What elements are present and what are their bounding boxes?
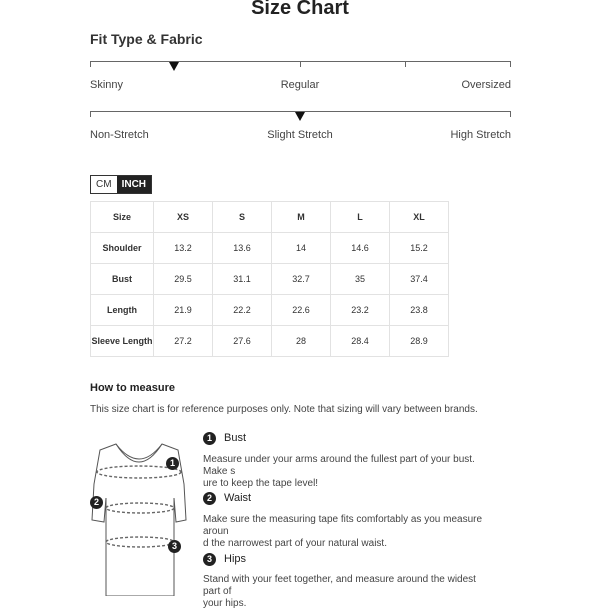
table-cell: 29.5 xyxy=(154,264,213,295)
step-text-line: d the narrowest part of your natural waist. xyxy=(203,538,387,549)
step-title-hips: Hips xyxy=(224,553,247,565)
table-cell: 35 xyxy=(331,264,390,295)
stretch-scale-tick xyxy=(90,111,91,117)
table-header-cell: S xyxy=(213,202,272,233)
hips-marker-badge: 3 xyxy=(168,540,181,553)
step-title-waist: Waist xyxy=(224,492,252,504)
table-row-label: Sleeve Length xyxy=(91,326,154,357)
table-row-label: Length xyxy=(91,295,154,326)
table-header-cell: Size xyxy=(91,202,154,233)
step-text-line: your hips. xyxy=(203,598,247,609)
step-text-line: Make sure the measuring tape fits comfortably as you measure aroun xyxy=(203,514,483,537)
stretch-label-high: High Stretch xyxy=(450,129,511,141)
table-header-cell: XS xyxy=(154,202,213,233)
fit-scale-tick xyxy=(90,61,91,67)
table-cell: 14 xyxy=(272,233,331,264)
table-cell: 13.6 xyxy=(213,233,272,264)
stretch-scale-tick xyxy=(510,111,511,117)
unit-inch-button[interactable]: INCH xyxy=(117,176,151,193)
table-cell: 22.6 xyxy=(272,295,331,326)
fit-marker-icon xyxy=(169,62,179,71)
table-cell: 27.2 xyxy=(154,326,213,357)
stretch-label-slight: Slight Stretch xyxy=(267,129,333,141)
table-cell: 22.2 xyxy=(213,295,272,326)
fit-scale-tick xyxy=(510,61,511,67)
table-cell: 14.6 xyxy=(331,233,390,264)
how-to-measure-heading: How to measure xyxy=(90,382,175,394)
waist-marker-badge: 2 xyxy=(90,496,103,509)
how-to-measure-note: This size chart is for reference purposes only. Note that sizing will vary between brands. xyxy=(90,404,478,415)
fit-label-oversized: Oversized xyxy=(461,79,511,91)
table-row xyxy=(91,233,449,264)
table-cell: 13.2 xyxy=(154,233,213,264)
stretch-label-non: Non-Stretch xyxy=(90,129,149,141)
table-cell: 31.1 xyxy=(213,264,272,295)
table-header-cell: XL xyxy=(390,202,449,233)
table-row-label: Bust xyxy=(91,264,154,295)
step-number-badge: 2 xyxy=(203,492,216,505)
fit-scale-tick xyxy=(300,61,301,67)
step-text-bust xyxy=(203,454,483,490)
table-cell: 28 xyxy=(272,326,331,357)
unit-toggle xyxy=(90,175,152,194)
table-cell: 37.4 xyxy=(390,264,449,295)
unit-cm-button[interactable]: CM xyxy=(96,179,112,190)
fit-label-skinny: Skinny xyxy=(90,79,124,91)
page-title: Size Chart xyxy=(251,0,349,19)
bust-marker-badge: 1 xyxy=(166,457,179,470)
table-cell: 23.2 xyxy=(331,295,390,326)
step-text-line: Measure under your arms around the fullest part of your bust. Make s xyxy=(203,454,475,477)
table-header-cell: L xyxy=(331,202,390,233)
step-text-waist xyxy=(203,514,483,550)
step-number-badge: 1 xyxy=(203,432,216,445)
step-text-line: Stand with your feet together, and measure around the widest part of xyxy=(203,574,476,597)
step-title-bust: Bust xyxy=(224,432,247,444)
table-cell: 32.7 xyxy=(272,264,331,295)
step-number-badge: 3 xyxy=(203,553,216,566)
step-text-hips xyxy=(203,574,483,610)
fit-label-regular: Regular xyxy=(280,79,320,91)
table-row xyxy=(91,295,449,326)
table-cell: 23.8 xyxy=(390,295,449,326)
table-cell: 28.4 xyxy=(331,326,390,357)
stretch-marker-icon xyxy=(295,112,305,121)
size-table xyxy=(90,201,449,357)
step-text-line: ure to keep the tape level! xyxy=(203,478,319,489)
table-cell: 27.6 xyxy=(213,326,272,357)
table-cell: 21.9 xyxy=(154,295,213,326)
table-row xyxy=(91,264,449,295)
table-row-label: Shoulder xyxy=(91,233,154,264)
table-cell: 28.9 xyxy=(390,326,449,357)
table-row xyxy=(91,326,449,357)
table-cell: 15.2 xyxy=(390,233,449,264)
table-header-cell: M xyxy=(272,202,331,233)
fit-scale-tick xyxy=(405,61,406,67)
fit-type-heading: Fit Type & Fabric xyxy=(90,31,203,47)
table-header-row xyxy=(91,202,449,233)
